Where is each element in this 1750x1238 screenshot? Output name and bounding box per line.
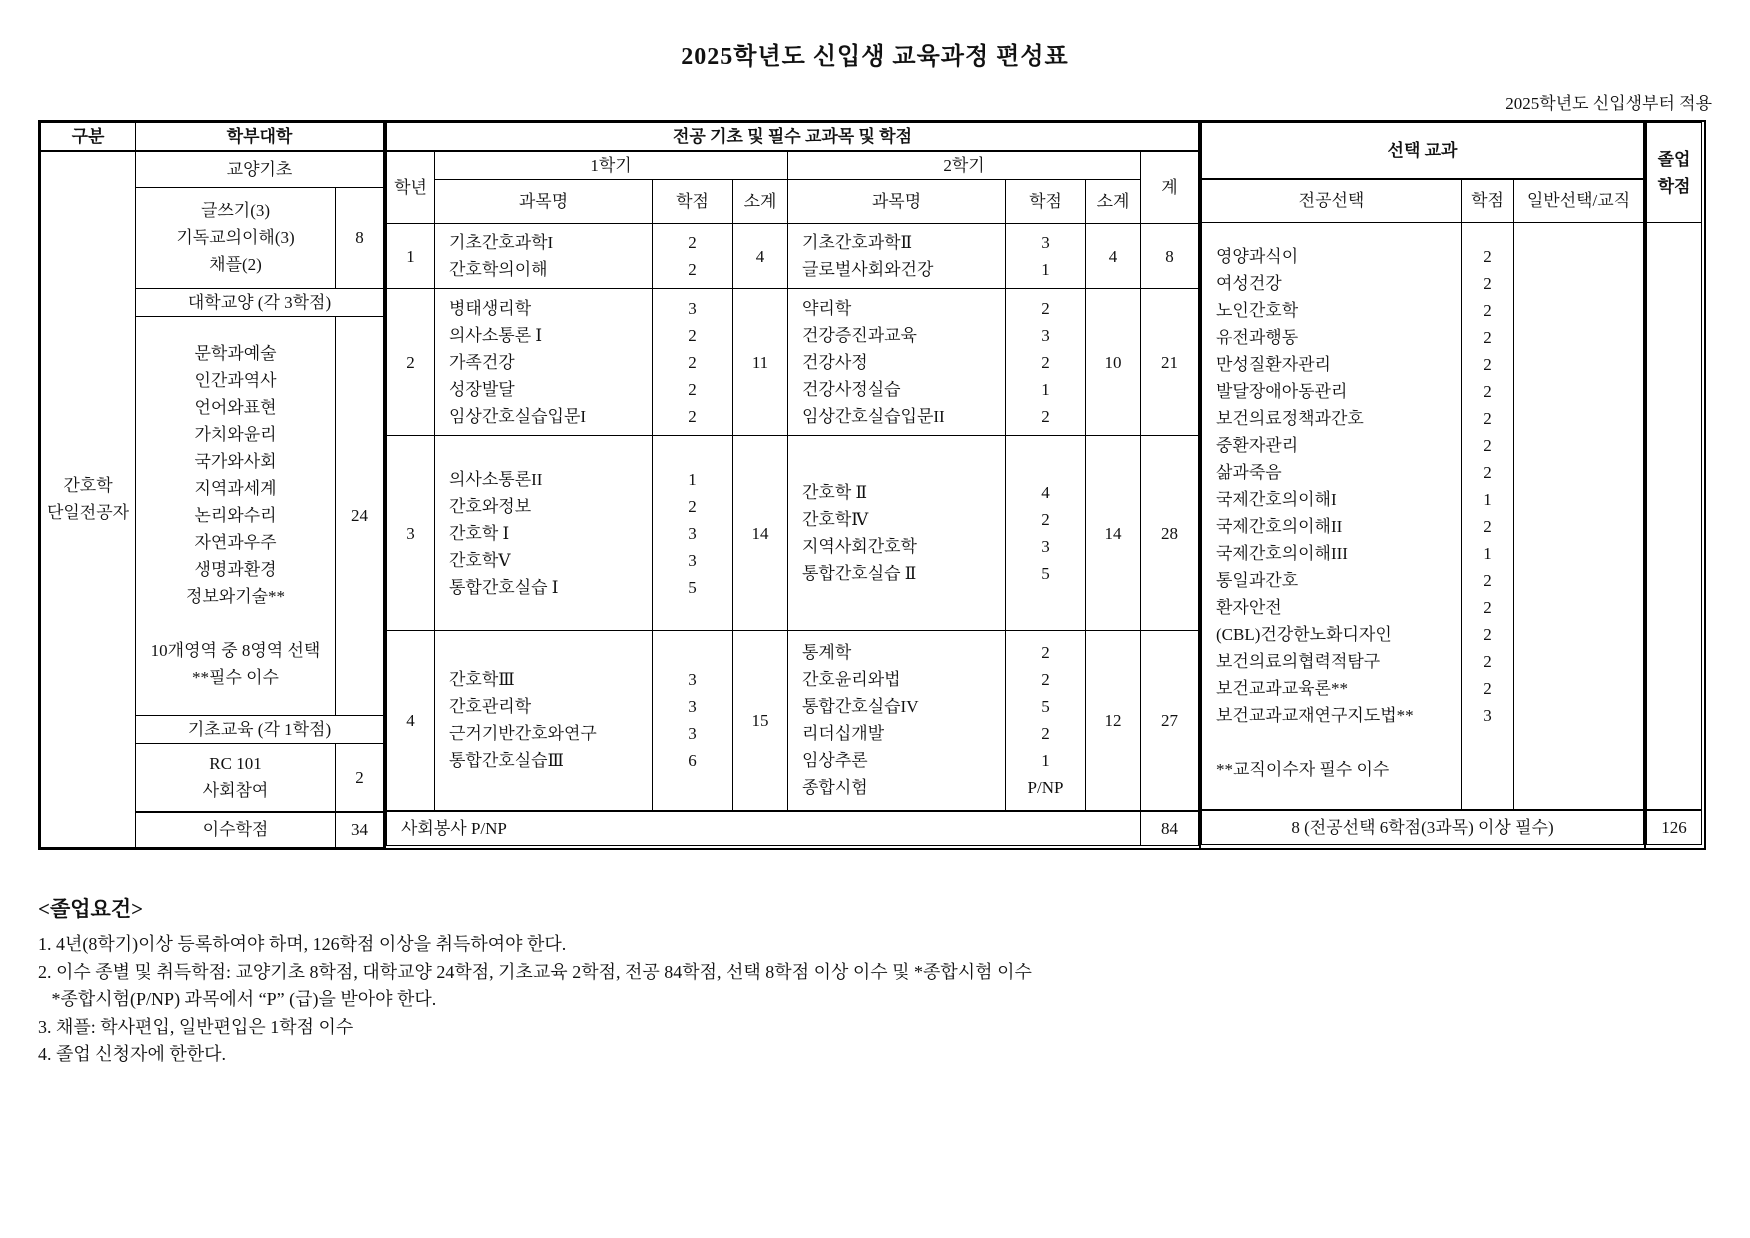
sem2-course-names-cell [788,224,1006,289]
college-liberal-items-cell [136,316,336,715]
course-credit: P/NP [1027,778,1064,798]
course-credit: 1 [1041,260,1050,279]
course-credit: 3 [688,670,697,690]
elective-table [1201,122,1644,845]
sem2-subtotal-cell: 4 [1086,224,1141,289]
major-table [386,122,1199,846]
elective-name: 여성건강 [1216,274,1282,293]
sem1-subtotal-header: 소계 [733,180,788,224]
elective-name: 만성질환자관리 [1216,355,1331,374]
graduation-requirements [38,896,1712,1069]
basic-edu-credit-cell: 2 [336,743,384,812]
course-name: 리더십개발 [802,724,885,744]
grade-cell: 4 [387,631,435,811]
grade-cell: 3 [387,436,435,631]
sem2-course-credits-cell [1006,224,1086,289]
sem1-credit-header: 학점 [653,180,733,224]
course-credit: 2 [688,325,697,345]
course-name: 통합간호실습Ⅲ [449,751,564,771]
college-liberal-items-cell-line [136,610,335,637]
grade-cell: 2 [387,289,435,436]
course-name: 건강사정실습 [802,379,901,399]
course-name: 종합시험 [802,778,868,798]
liberal-basic-items-cell [136,187,336,288]
course-name: 간호관리학 [449,697,532,717]
elective-summary-cell: 8 (전공선택 6학점(3과목) 이상 필수) [1202,810,1644,845]
sem1-subtotal-cell: 15 [733,631,788,811]
elective-credit: 2 [1483,274,1492,293]
sem2-course-credits-cell [1006,631,1086,811]
sem1-course-names-cell [435,436,653,631]
graduation-block [1646,122,1702,848]
elective-name: 발달장애아동관리 [1216,382,1348,401]
elective-section-header: 선택 교과 [1202,123,1644,179]
year-total-cell: 28 [1141,436,1199,631]
elective-credit: 2 [1483,652,1492,671]
elective-name [1216,729,1461,756]
elective-name: 보건의료의협력적탐구 [1216,652,1381,671]
sem1-subtotal-cell: 4 [733,224,788,289]
graduation-requirement-line: 3. 채플: 학사편입, 일반편입은 1학점 이수 [38,1016,354,1037]
course-name: 기초간호과학I [449,233,554,252]
course-credit: 3 [688,550,697,570]
sem2-subtotal-header: 소계 [1086,180,1141,224]
course-name: 간호학Ⅴ [449,550,511,570]
sem2-subtotal-cell: 12 [1086,631,1141,811]
college-liberal-credit-cell: 24 [336,316,384,715]
elective-credit: 2 [1483,382,1492,401]
course-name: 간호학의이해 [449,260,548,279]
elective-credit: 2 [1483,436,1492,455]
college-table [40,122,384,848]
elective-name: 보건교과교재연구지도법** [1216,706,1414,725]
elective-name: **교직이수자 필수 이수 [1216,760,1390,779]
sem2-course-names-cell [788,289,1006,436]
college-liberal-items-cell-line: 자연과우주 [194,533,277,552]
college-liberal-items-cell-line: 생명과환경 [194,560,277,579]
course-credit: 2 [1041,352,1050,372]
grad-credit-header-line1: 졸업 [1657,149,1691,169]
graduation-requirement-line: *종합시험(P/NP) 과목에서 “P” (급)을 받아야 한다. [38,989,437,1009]
course-name: 글로벌사회와건강 [802,260,934,279]
liberal-basic-items-cell-line: 글쓰기(3) [200,201,271,220]
elective-credit [1462,729,1513,756]
liberal-basic-band: 교양기초 [136,151,384,187]
course-credit: 2 [1041,724,1050,744]
elective-name: 통일과간호 [1216,571,1299,590]
college-liberal-items-cell-line: 가치와윤리 [194,425,277,444]
course-credit: 2 [688,260,697,279]
elective-credit: 2 [1483,301,1492,320]
graduation-requirement-line: 4. 졸업 신청자에 한한다. [38,1044,226,1064]
course-name: 간호와정보 [449,496,532,516]
elective-credit: 1 [1483,544,1492,563]
major-block [386,122,1201,848]
elective-credit: 2 [1483,625,1492,644]
course-credit: 2 [1041,510,1050,529]
elective-credit-header: 학점 [1462,179,1514,223]
college-liberal-items-cell-line: 정보와기술** [185,587,286,606]
elective-credit: 2 [1483,355,1492,374]
page-title: 2025학년도 신입생 교육과정 편성표 [681,44,1069,70]
course-name: 간호학Ⅳ [802,510,869,529]
course-credit: 4 [1041,483,1050,502]
sem1-course-names-cell [435,289,653,436]
college-liberal-band: 대학교양 (각 3학점) [136,288,384,316]
basic-edu-items-cell [136,743,336,812]
college-liberal-items-cell-line: 지역과세계 [194,479,277,498]
course-name: 가족건강 [449,352,515,372]
college-block [40,122,386,848]
apply-note: 2025학년도 신입생부터 적용 [1505,94,1712,113]
course-credit: 2 [688,233,697,252]
elective-credit: 2 [1483,517,1492,536]
graduation-requirement-line: 2. 이수 종별 및 취득학점: 교양기초 8학점, 대학교양 24학점, 기초교육 2학점, 전공 84학점, 선택 8학점 이상 이수 및 *종합시험 이수 [38,961,1032,982]
basic-edu-items-cell-line: 사회참여 [202,781,269,801]
course-name: 성장발달 [449,379,515,399]
sem2-header: 2학기 [788,151,1141,180]
grade-header: 학년 [387,151,435,224]
course-credit: 1 [1041,379,1050,399]
graduation-table [1646,122,1702,845]
course-name: 의사소통론 Ⅰ [449,325,543,345]
college-liberal-items-cell-line: **필수 이수 [192,668,279,687]
sem2-course-header: 과목명 [788,180,1006,224]
sem1-course-credits-cell [653,289,733,436]
sem1-course-names-cell [435,224,653,289]
major-section-header: 전공 기초 및 필수 교과목 및 학점 [387,123,1199,152]
elective-credit: 2 [1483,463,1492,482]
elective-credit: 2 [1483,328,1492,347]
college-liberal-items-cell-line: 인간과역사 [194,371,277,390]
year-total-cell: 27 [1141,631,1199,811]
completed-credits-value: 34 [336,812,384,847]
major-elective-header: 전공선택 [1202,179,1462,223]
course-name: 의사소통론II [449,469,543,489]
elective-name: 국제간호의이해I [1216,490,1337,509]
gubun-value-line1: 간호학 [63,476,113,496]
course-name: 병태생리학 [449,298,532,318]
gubun-value-cell [41,151,136,847]
sem2-course-credits-cell [1006,289,1086,436]
elective-name: 국제간호의이해II [1216,517,1343,536]
course-name: 통합간호실습 Ⅱ [802,564,917,583]
social-service-cell: 사회봉사 P/NP [387,811,1141,846]
elective-name: 중환자관리 [1216,436,1299,455]
grad-credit-header [1647,123,1702,223]
elective-credit: 2 [1483,598,1492,617]
college-header: 학부대학 [136,123,384,152]
course-credit: 3 [688,298,697,318]
elective-credits-cell [1462,223,1514,810]
sem1-subtotal-cell: 11 [733,289,788,436]
completed-credits-label: 이수학점 [136,812,336,847]
course-credit: 5 [688,577,697,597]
year-row-4 [387,631,1199,811]
course-name: 통계학 [802,643,852,663]
course-credit: 2 [688,406,697,426]
course-name: 간호학 Ⅰ [449,523,510,543]
course-credit: 3 [688,523,697,543]
sem1-course-credits-cell [653,436,733,631]
course-credit: 2 [688,379,697,399]
basic-edu-items-cell-line: RC 101 [209,754,262,774]
course-credit: 3 [688,724,697,744]
elective-name: 노인간호학 [1216,301,1299,320]
year-row-3 [387,436,1199,631]
year-rows [387,224,1199,811]
course-name: 약리학 [802,298,852,318]
year-row-1 [387,224,1199,289]
graduation-requirement-line: 1. 4년(8학기)이상 등록하여야 하며, 126학점 이상을 취득하여야 한다. [38,934,567,954]
major-total-cell: 84 [1141,811,1199,846]
sem1-subtotal-cell: 14 [733,436,788,631]
sem2-course-names-cell [788,436,1006,631]
course-credit: 3 [1041,233,1050,252]
course-credit: 2 [1041,643,1050,663]
elective-name: 국제간호의이해III [1216,544,1348,563]
elective-credit: 1 [1483,490,1492,509]
course-credit: 6 [688,751,697,771]
course-credit: 5 [1041,564,1050,583]
sem1-course-credits-cell [653,224,733,289]
course-credit: 2 [1041,406,1050,426]
course-credit: 2 [1041,298,1050,318]
course-credit: 1 [1041,751,1050,771]
graduation-requirements-lines [38,931,1712,1069]
course-credit: 5 [1041,697,1050,717]
liberal-basic-items-cell-line: 채플(2) [209,255,262,274]
sem2-credit-header: 학점 [1006,180,1086,224]
course-name: 근거기반간호와연구 [449,724,597,744]
basic-edu-band: 기초교육 (각 1학점) [136,715,384,743]
college-liberal-items-cell-line: 언어와표현 [194,398,277,417]
grad-credit-empty-cell [1647,223,1702,810]
course-name: 간호윤리와법 [802,670,901,690]
elective-name: 보건의료정책과간호 [1216,409,1364,428]
sem1-course-header: 과목명 [435,180,653,224]
sem2-course-names-cell [788,631,1006,811]
college-liberal-items-cell-line: 국가와사회 [194,452,277,471]
course-credit: 3 [1041,325,1050,345]
grade-cell: 1 [387,224,435,289]
course-name: 임상추론 [802,751,868,771]
sem1-course-names-cell [435,631,653,811]
course-name: 임상간호실습입문I [449,406,587,426]
elective-credit: 3 [1483,706,1492,725]
sem1-header: 1학기 [435,151,788,180]
course-name: 지역사회간호학 [802,537,917,556]
elective-credit: 2 [1483,409,1492,428]
elective-name: 보건교과교육론** [1216,679,1348,698]
course-name: 간호학 Ⅱ [802,483,868,502]
course-credit: 3 [1041,537,1050,556]
grad-credit-header-line2: 학점 [1657,176,1691,196]
elective-block [1201,122,1646,848]
course-credit: 1 [688,469,697,489]
course-credit: 2 [1041,670,1050,690]
sem2-subtotal-cell: 10 [1086,289,1141,436]
elective-name: 삶과죽음 [1216,463,1282,482]
sem2-course-credits-cell [1006,436,1086,631]
course-name: 건강증진과교육 [802,325,917,345]
elective-names-cell [1202,223,1462,810]
elective-credit: 2 [1483,571,1492,590]
college-liberal-items-cell-line: 10개영역 중 8영역 선택 [150,641,321,660]
elective-credit: 2 [1483,679,1492,698]
elective-credit: 2 [1483,247,1492,266]
graduation-requirements-heading: <졸업요건> [38,896,144,921]
course-name: 기초간호과학Ⅱ [802,233,913,252]
elective-name: 영양과식이 [1216,247,1299,266]
college-liberal-items-cell-line: 문학과예술 [194,344,277,363]
course-name: 통합간호실습 Ⅰ [449,577,559,597]
liberal-basic-credit-cell: 8 [336,187,384,288]
course-credit: 2 [688,496,697,516]
elective-name: 유전과행동 [1216,328,1299,347]
elective-name: 환자안전 [1216,598,1282,617]
college-liberal-items-cell-line: 논리와수리 [194,506,277,525]
course-name: 통합간호실습IV [802,697,919,717]
year-row-2 [387,289,1199,436]
course-credit: 2 [688,352,697,372]
elective-credit [1462,756,1513,783]
course-name: 건강사정 [802,352,868,372]
gubun-header: 구분 [41,123,136,152]
elective-name: (CBL)건강한노화디자인 [1216,625,1392,644]
year-total-cell: 8 [1141,224,1199,289]
gubun-value-line2: 단일전공자 [46,503,130,523]
general-elective-empty-cell [1514,223,1644,810]
course-name: 임상간호실습입문II [802,406,945,426]
general-elective-header: 일반선택/교직 [1514,179,1644,223]
course-credit: 3 [688,697,697,717]
year-total-cell: 21 [1141,289,1199,436]
liberal-basic-items-cell-line: 기독교의이해(3) [176,228,295,247]
sem2-subtotal-cell: 14 [1086,436,1141,631]
total-header: 계 [1141,151,1199,224]
curriculum-table [38,120,1706,850]
sem1-course-credits-cell [653,631,733,811]
course-name: 간호학Ⅲ [449,670,515,690]
graduation-total-cell: 126 [1647,810,1702,845]
